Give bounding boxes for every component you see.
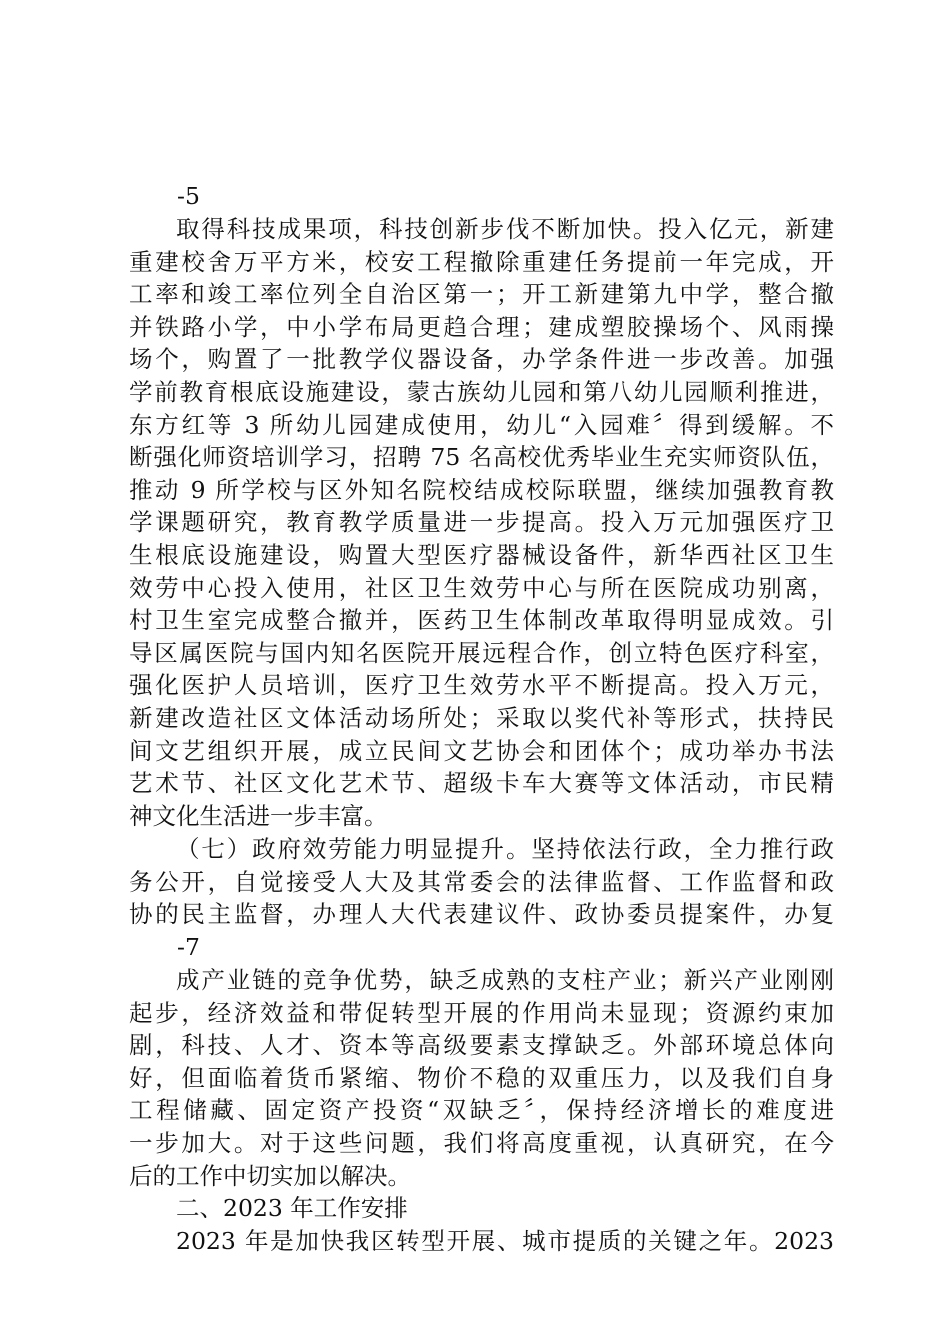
text-line: 一步加大。对于这些问题，我们将高度重视，认真研究，在今 — [129, 1128, 834, 1157]
text-line: 协的民主监督，办理人大代表建议件、政协委员提案件，办复 — [129, 900, 834, 929]
paragraph-3 — [129, 964, 834, 1192]
text-line: 导区属医院与国内知名医院开展远程合作，创立特色医疗科室， — [129, 638, 834, 667]
page-marker: -7 — [177, 933, 200, 961]
text-line: 工程储藏、固定资产投资“双缺乏〞，保持经济增长的难度进 — [129, 1096, 834, 1125]
paragraph-body — [129, 964, 834, 1192]
text-line: 后的工作中切实加以解决。 — [129, 1161, 411, 1190]
text-line: 务公开，自觉接受人大及其常委会的法律监督、工作监督和政 — [129, 867, 834, 896]
text-line: 新建改造社区文体活动场所处；采取以奖代补等形式，扶持民 — [129, 703, 834, 732]
text-line: 神文化生活进一步丰富。 — [129, 801, 388, 830]
text-line: 重建校舍万平方米，校安工程撤除重建任务提前一年完成，开 — [129, 247, 834, 276]
paragraph-2 — [129, 833, 834, 931]
text-line: 推动 9 所学校与区外知名院校结成校际联盟，继续加强教育教 — [129, 475, 834, 504]
text-line: 工率和竣工率位列全自治区第一；开工新建第九中学，整合撤 — [129, 280, 834, 309]
text-line: 成产业链的竞争优势，缺乏成熟的支柱产业；新兴产业刚刚 — [176, 966, 834, 994]
text-line: （七）政府效劳能力明显提升。坚持依法行政，全力推行政 — [176, 835, 834, 863]
text-line: 村卫生室完成整合撤并，医药卫生体制改革取得明显成效。引 — [129, 606, 834, 635]
text-line: 并铁路小学，中小学布局更趋合理；建成塑胶操场个、风雨操 — [129, 312, 834, 341]
paragraph-1 — [129, 213, 834, 832]
page-marker: -5 — [177, 182, 200, 210]
text-line: 生根底设施建设，购置大型医疗器械设备件，新华西社区卫生 — [129, 540, 834, 569]
text-line: 艺术节、社区文化艺术节、超级卡车大赛等文体活动，市民精 — [129, 769, 834, 798]
text-line: 起步，经济效益和带促转型开展的作用尚未显现；资源约束加 — [129, 998, 834, 1027]
paragraph-body — [129, 213, 834, 832]
text-line: 取得科技成果项，科技创新步伐不断加快。投入亿元，新建 — [176, 215, 834, 243]
text-line: 间文艺组织开展，成立民间文艺协会和团体个；成功举办书法 — [129, 736, 834, 765]
text-line: 2023 年是加快我区转型开展、城市提质的关键之年。2023 — [176, 1227, 834, 1255]
text-line: 剧，科技、人才、资本等高级要素支撑缺乏。外部环境总体向 — [129, 1031, 834, 1060]
text-line: 学课题研究，教育教学质量进一步提高。投入万元加强医疗卫 — [129, 508, 834, 537]
text-line: 强化医护人员培训，医疗卫生效劳水平不断提高。投入万元， — [129, 671, 834, 700]
section-heading: 二、2023 年工作安排 — [176, 1194, 408, 1222]
text-line: 场个，购置了一批教学仪器设备，办学条件进一步改善。加强 — [129, 345, 834, 374]
paragraph-body — [129, 833, 834, 931]
text-line: 断强化师资培训学习，招聘 75 名高校优秀毕业生充实师资队伍， — [129, 443, 834, 472]
text-line: 学前教育根底设施建设，蒙古族幼儿园和第八幼儿园顺利推进， — [129, 377, 834, 406]
text-line: 好，但面临着货币紧缩、物价不稳的双重压力，以及我们自身 — [129, 1063, 834, 1092]
section-heading-block — [129, 1192, 834, 1225]
paragraph-4 — [129, 1225, 834, 1258]
text-line: 东方红等 3 所幼儿园建成使用，幼儿“入园难〞得到缓解。不 — [129, 410, 834, 439]
paragraph-body — [129, 1225, 834, 1258]
text-line: 效劳中心投入使用，社区卫生效劳中心与所在医院成功别离， — [129, 573, 834, 602]
